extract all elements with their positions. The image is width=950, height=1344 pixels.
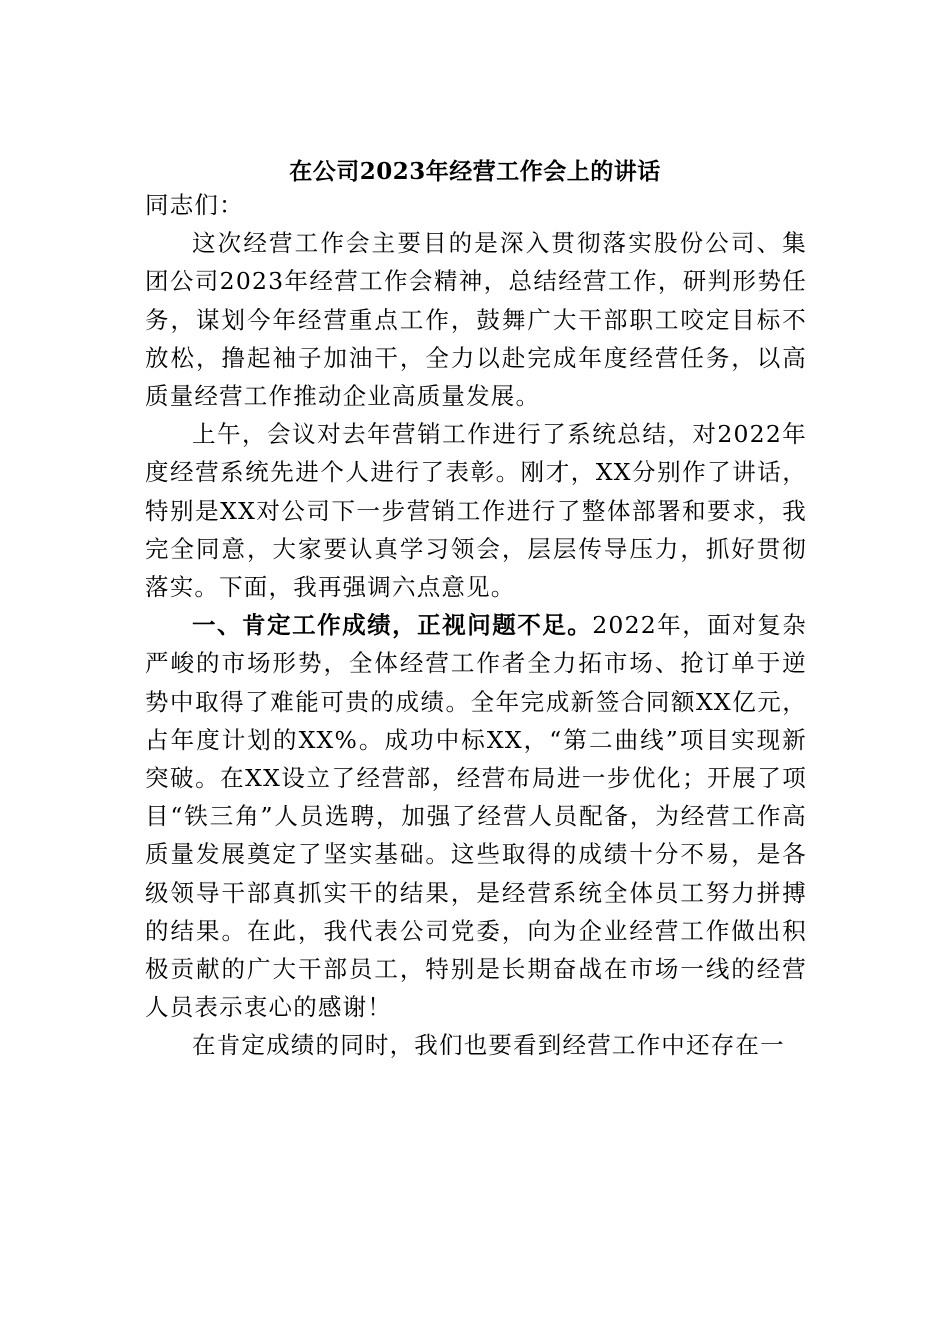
paragraph-4 xyxy=(145,1026,807,1064)
document-body xyxy=(145,186,807,1065)
paragraph-3 xyxy=(145,606,807,1026)
paragraph-1 xyxy=(145,224,807,415)
section-heading-lead: 一、肯定工作成绩，正视问题不足。 xyxy=(192,611,593,640)
paragraph-3-text: 2022年，面对复杂严峻的市场形势，全体经营工作者全力拓市场、抢订单于逆势中取得了难能可贵的成绩。全年完成新签合同额XX亿元，占年度计划的XX%。成功中标XX，“第二曲线”项目实现新突破。在XX设立了经营部，经营布局进一步优化；开展了项目“铁三角”人员选聘，加强了经营人员配备，为经营工作高质量发展奠定了坚实基础。这些取得的成绩十分不易，是各级领导干部真抓实干的结果，是经营系统全体员工努力拼搏的结果。在此，我代表公司党委，向为企业经营工作做出积极贡献的广大干部员工，特别是长期奋战在市场一线的经营人员表示衷心的感谢！ xyxy=(145,611,807,1022)
document-title: 在公司2023年经营工作会上的讲话 xyxy=(289,158,661,185)
paragraph-4-text: 在肯定成绩的同时，我们也要看到经营工作中还存在一 xyxy=(192,1031,785,1060)
paragraph-1-text: 这次经营工作会主要目的是深入贯彻落实股份公司、集团公司2023年经营工作会精神，总结经营工作，研判形势任务，谋划今年经营重点工作，鼓舞广大干部职工咬定目标不放松，撸起袖子加油干，全力以赴完成年度经营任务，以高质量经营工作推动企业高质量发展。 xyxy=(145,229,807,411)
paragraph-2-text: 上午，会议对去年营销工作进行了系统总结，对2022年度经营系统先进个人进行了表彰。刚才，XX分别作了讲话，特别是XX对公司下一步营销工作进行了整体部署和要求，我完全同意，大家要认真学习领会，层层传导压力，抓好贯彻落实。下面，我再强调六点意见。 xyxy=(145,420,807,602)
paragraph-2 xyxy=(145,415,807,606)
salutation: 同志们： xyxy=(145,191,244,219)
